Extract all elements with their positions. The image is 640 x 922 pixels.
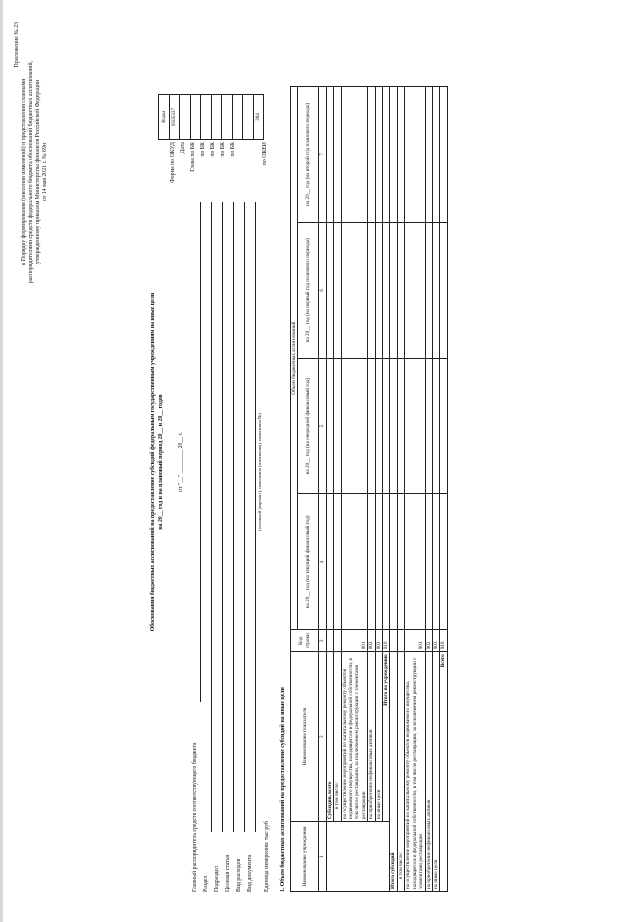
column-number: 5 xyxy=(319,358,326,494)
column-number: 3 xyxy=(319,630,326,652)
value-cell xyxy=(432,87,439,223)
document-period: на 20__ год и на плановый период 20__ и 20__ годов xyxy=(158,394,164,530)
value-cell xyxy=(432,494,439,630)
row-code xyxy=(397,630,404,652)
code-label: по БК xyxy=(220,142,226,157)
row-label: на осуществление мероприятий по капитальному ремонту объектов недвижимого имущества, находящегося в федеральной собственности, в том числе реставрации, за исключением реконструкции с элементами реставрации xyxy=(405,652,425,892)
row-label: Субсидии, всего xyxy=(326,652,333,822)
table-row xyxy=(432,87,439,892)
appendix-line: к Порядку формирования (внесения изменений) и представления главными xyxy=(21,78,27,266)
codes-header: Коды xyxy=(159,95,170,140)
code-label: по БК xyxy=(230,142,236,157)
row-label: на иные цели xyxy=(432,652,439,892)
code-cell xyxy=(232,95,243,140)
value-cell xyxy=(405,222,425,358)
value-cell xyxy=(334,222,341,358)
appendix-line: распорядителями средств федерального бюджета обоснований бюджетных ассигнований, xyxy=(28,60,34,284)
value-cell xyxy=(341,222,368,358)
codes-box xyxy=(158,94,264,140)
code-cell xyxy=(243,95,254,140)
value-cell xyxy=(405,87,425,223)
row-code: 901 xyxy=(405,630,425,652)
code-label: Глава по БК xyxy=(190,142,196,172)
table-row xyxy=(326,87,333,892)
row-label: на иные цели xyxy=(375,652,382,822)
value-cell xyxy=(405,358,425,494)
field-line xyxy=(233,202,234,832)
row-code: 910 xyxy=(440,630,447,652)
table-row xyxy=(341,87,368,892)
field-line xyxy=(255,202,256,832)
value-cell xyxy=(440,358,447,494)
value-cell xyxy=(390,222,397,358)
value-cell xyxy=(334,87,341,223)
header-year-plan2: на 20__ год (на второй год планового периода) xyxy=(298,87,319,223)
document-date: от "__" ________ 20__ г. xyxy=(178,432,184,492)
row-code xyxy=(334,630,341,652)
column-number: 4 xyxy=(319,494,326,630)
value-cell xyxy=(383,222,390,358)
row-label: на приобретение нефинансовых активов xyxy=(425,652,432,892)
code-cell xyxy=(180,95,191,140)
value-cell xyxy=(425,222,432,358)
code-cell xyxy=(190,95,201,140)
table-row xyxy=(440,87,447,892)
value-cell xyxy=(368,222,375,358)
date-label: Дата xyxy=(180,142,186,154)
value-cell xyxy=(341,87,368,223)
units-label: Единица измерения: тыс руб xyxy=(264,821,270,892)
value-cell xyxy=(397,222,404,358)
allocations-table xyxy=(290,86,448,892)
table-row xyxy=(383,87,390,892)
value-cell xyxy=(425,87,432,223)
value-cell xyxy=(383,494,390,630)
field-label: Вид документа xyxy=(247,854,253,892)
field-line xyxy=(244,202,245,832)
table-row xyxy=(334,87,341,892)
value-cell xyxy=(383,87,390,223)
table-row xyxy=(405,87,425,892)
value-cell xyxy=(326,222,333,358)
code-cell xyxy=(211,95,222,140)
value-cell xyxy=(341,358,368,494)
value-cell xyxy=(326,87,333,223)
value-cell xyxy=(390,494,397,630)
table-row xyxy=(368,87,375,892)
value-cell xyxy=(375,494,382,630)
doc-type-hint: (основной (вариант), изменения (изменения), изменения №) xyxy=(257,413,262,531)
row-code: 002 xyxy=(368,630,375,652)
value-cell xyxy=(368,358,375,494)
row-label: на приобретение нефинансовых активов xyxy=(368,652,375,822)
value-cell xyxy=(334,358,341,494)
value-cell xyxy=(440,494,447,630)
value-cell xyxy=(425,358,432,494)
field-line xyxy=(222,202,223,832)
row-code: 902 xyxy=(425,630,432,652)
okei-code: 384 xyxy=(253,95,264,140)
scan-edge xyxy=(0,0,3,922)
value-cell xyxy=(341,494,368,630)
field-line xyxy=(200,202,201,702)
form-code: 0505337 xyxy=(169,95,180,140)
document-title: Обоснования бюджетных ассигнований на предоставление субсидий федеральным государственным учреждениям на иные цели xyxy=(150,292,156,632)
code-label: по БК xyxy=(210,142,216,157)
value-cell xyxy=(397,494,404,630)
table-row xyxy=(425,87,432,892)
row-code: 003 xyxy=(375,630,382,652)
form-okud-label: Форма по ОКУД xyxy=(170,142,176,183)
code-cell xyxy=(201,95,212,140)
column-number: 7 xyxy=(319,87,326,223)
header-institution: Наименование учреждения xyxy=(291,822,319,892)
code-cell xyxy=(222,95,233,140)
section-title: 1. Объем бюджетных ассигнований на предоставление субсидий на иные цели xyxy=(280,687,286,892)
row-label: Итого субсидий xyxy=(390,652,397,892)
row-code xyxy=(390,630,397,652)
value-cell xyxy=(405,494,425,630)
row-label: Всего xyxy=(440,652,447,892)
row-label: на осуществление мероприятий по капитальному ремонту объектов недвижимого имущества, находящегося в федеральной собственности, в том числе реставрации, за исключением реконструкции с элементами реставрации xyxy=(341,652,368,822)
value-cell xyxy=(440,87,447,223)
header-year-plan1: на 20__ год (на первый год планового периода) xyxy=(298,222,319,358)
column-number: 6 xyxy=(319,222,326,358)
row-code: 903 xyxy=(432,630,439,652)
institution-cell xyxy=(326,822,390,892)
row-code xyxy=(326,630,333,652)
okei-label: по ОКЕИ xyxy=(262,142,268,166)
field-label: Целевая статья xyxy=(225,854,231,892)
header-year-next: на 20__ год (на очередной финансовый год) xyxy=(298,358,319,494)
field-line xyxy=(211,202,212,832)
value-cell xyxy=(326,358,333,494)
value-cell xyxy=(334,494,341,630)
header-year-current: на 20__ год (на текущий финансовый год) xyxy=(298,494,319,630)
field-label: Вид расходов xyxy=(236,858,242,892)
table-row xyxy=(397,87,404,892)
row-label: в том числе: xyxy=(334,652,341,822)
value-cell xyxy=(440,222,447,358)
value-cell xyxy=(383,358,390,494)
row-label: Итого по учреждению xyxy=(383,652,390,822)
header-code: Код строки xyxy=(291,630,319,652)
column-number: 1 xyxy=(319,822,326,892)
value-cell xyxy=(326,494,333,630)
value-cell xyxy=(397,358,404,494)
field-label: Раздел xyxy=(203,875,209,892)
field-label: Главный распорядитель средств соответствующего бюджета xyxy=(192,742,198,892)
appendix-line: утвержденному приказом Министерства финансов Российской Федерации xyxy=(35,79,41,265)
value-cell xyxy=(397,87,404,223)
value-cell xyxy=(432,222,439,358)
header-indicator: Наименование показателя xyxy=(291,652,319,822)
appendix-block xyxy=(14,22,49,322)
value-cell xyxy=(390,358,397,494)
value-cell xyxy=(390,87,397,223)
appendix-line: от 14 мая 2021 г. № 69н xyxy=(42,143,48,201)
value-cell xyxy=(375,358,382,494)
value-cell xyxy=(432,358,439,494)
value-cell xyxy=(375,222,382,358)
value-cell xyxy=(368,494,375,630)
header-volume: Объем бюджетных ассигнований xyxy=(291,87,298,630)
appendix-title: Приложение № 23 xyxy=(14,22,20,68)
table-row xyxy=(390,87,397,892)
row-label: в том числе: xyxy=(397,652,404,892)
row-code: 001 xyxy=(341,630,368,652)
field-label: Подраздел xyxy=(214,866,220,892)
table-row xyxy=(375,87,382,892)
value-cell xyxy=(425,494,432,630)
code-label: по БК xyxy=(200,142,206,157)
value-cell xyxy=(375,87,382,223)
column-number: 2 xyxy=(319,652,326,822)
value-cell xyxy=(368,87,375,223)
row-code: 010 xyxy=(383,630,390,652)
